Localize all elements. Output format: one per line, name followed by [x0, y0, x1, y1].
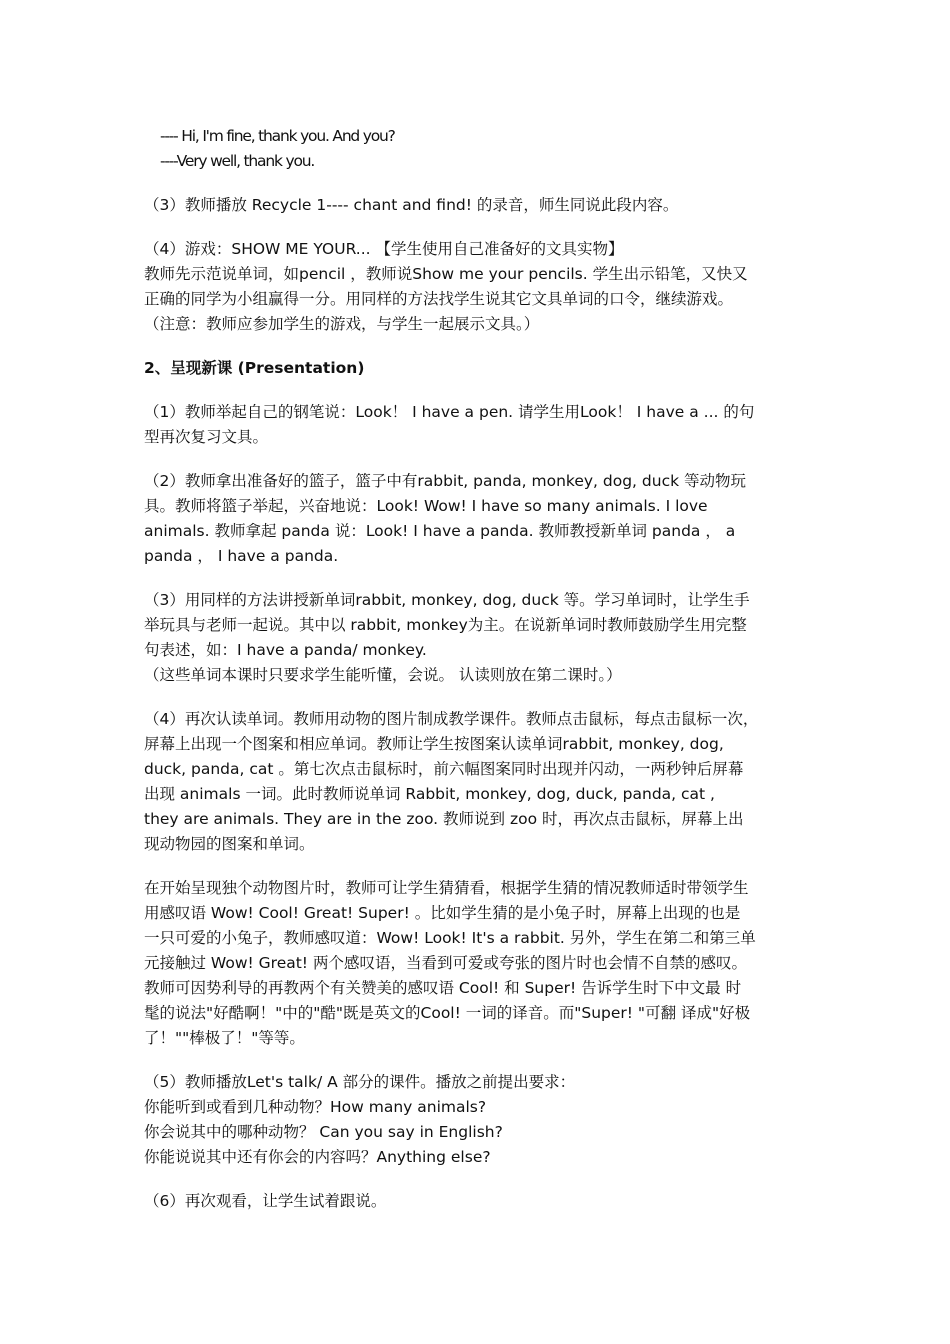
section-heading: 2、呈现新课 (Presentation)	[144, 359, 365, 377]
paragraph-line: 屏幕上出现一个图案和相应单词。教师让学生按图案认读单词rabbit, monkey, dog,	[144, 735, 724, 753]
paragraph-recycle	[144, 193, 810, 218]
paragraph-line: （4）游戏：SHOW ME YOUR... 【学生使用自己准备好的文具实物】	[144, 240, 624, 258]
paragraph-line: 元接触过 Wow! Great! 两个感叹语，当看到可爱或夸张的图片时也会情不自禁的感叹。	[144, 954, 747, 972]
paragraph-line: 一只可爱的小兔子，教师感叹道：Wow! Look! It's a rabbit. 另外，学生在第二和第三单	[144, 929, 756, 947]
paragraph-line: 出现 animals 一词。此时教师说单词 Rabbit, monkey, dog, duck, panda, cat ,	[144, 785, 715, 803]
paragraph-line: （注意：教师应参加学生的游戏，与学生一起展示文具。）	[144, 315, 540, 333]
paragraph-line: they are animals. They are in the zoo. 教师说到 zoo 时，再次点击鼠标，屏幕上出	[144, 810, 744, 828]
paragraph-line: （4）再次认读单词。教师用动物的图片制成教学课件。教师点击鼠标，每点击鼠标一次，	[144, 710, 759, 728]
paragraph-line: duck, panda, cat 。第七次点击鼠标时，前六幅图案同时出现并闪动，一两秒钟后屏幕	[144, 760, 744, 778]
paragraph-line: 髦的说法"好酷啊！"中的"酷"既是英文的Cool! 一词的译音。而"Super! "可翻 译成"好极	[144, 1004, 751, 1022]
paragraph-line: （1）教师举起自己的钢笔说：Look！ I have a pen. 请学生用Look！ I have a ... 的句	[144, 403, 755, 421]
paragraph-line: （3）教师播放 Recycle 1---- chant and find! 的录音，师生同说此段内容。	[144, 196, 679, 214]
paragraph-game	[144, 237, 810, 337]
dialog-block	[144, 124, 810, 174]
document-body	[144, 124, 810, 1214]
paragraph-exclamations	[144, 876, 810, 1051]
paragraph-line: animals. 教师拿起 panda 说：Look! I have a panda. 教师教授新单词 panda ， a	[144, 522, 736, 540]
paragraph-line: 型再次复习文具。	[144, 428, 269, 446]
paragraph-line: （2）教师拿出准备好的篮子，篮子中有rabbit, panda, monkey, dog, duck 等动物玩	[144, 472, 746, 490]
paragraph-line: 正确的同学为小组赢得一分。用同样的方法找学生说其它文具单词的口令，继续游戏。	[144, 290, 734, 308]
dialog-line: ----Very well, thank you.	[160, 152, 315, 170]
paragraph-line: （6）再次观看，让学生试着跟说。	[144, 1192, 387, 1210]
paragraph-step-5	[144, 1070, 810, 1170]
paragraph-line: 具。教师将篮子举起，兴奋地说：Look! Wow! I have so many animals. I love	[144, 497, 708, 515]
paragraph-step-3	[144, 588, 810, 688]
paragraph-line: 教师先示范说单词，如pencil ，教师说Show me your pencils. 学生出示铅笔，又快又	[144, 265, 748, 283]
paragraph-step-1	[144, 400, 810, 450]
paragraph-step-4	[144, 707, 810, 857]
paragraph-step-6	[144, 1189, 810, 1214]
paragraph-line: （3）用同样的方法讲授新单词rabbit, monkey, dog, duck 等。学习单词时，让学生手	[144, 591, 750, 609]
paragraph-line: 你会说其中的哪种动物？ Can you say in English?	[144, 1123, 503, 1141]
paragraph-line: 用感叹语 Wow! Cool! Great! Super! 。比如学生猜的是小兔子时，屏幕上出现的也是	[144, 904, 741, 922]
paragraph-line: 现动物园的图案和单词。	[144, 835, 315, 853]
paragraph-line: （5）教师播放Let's talk/ A 部分的课件。播放之前提出要求：	[144, 1073, 576, 1091]
paragraph-line: 在开始呈现独个动物图片时，教师可让学生猜猜看，根据学生猜的情况教师适时带领学生	[144, 879, 749, 897]
paragraph-line: 你能听到或看到几种动物？How many animals?	[144, 1098, 487, 1116]
paragraph-line: panda ， I have a panda.	[144, 547, 339, 565]
paragraph-line: 你能说说其中还有你会的内容吗？Anything else?	[144, 1148, 491, 1166]
paragraph-line: 教师可因势利导的再教两个有关赞美的感叹语 Cool! 和 Super! 告诉学生时下中文最 时	[144, 979, 742, 997]
paragraph-line: 句表述，如：I have a panda/ monkey.	[144, 641, 427, 659]
paragraph-line: 举玩具与老师一起说。其中以 rabbit, monkey为主。在说新单词时教师鼓励学生用完整	[144, 616, 747, 634]
paragraph-step-2	[144, 469, 810, 569]
paragraph-line: 了！""棒极了！"等等。	[144, 1029, 305, 1047]
paragraph-line: （这些单词本课时只要求学生能听懂，会说。 认读则放在第二课时。）	[144, 666, 622, 684]
dialog-line: ---- Hi, I'm fine, thank you. And you?	[160, 127, 395, 145]
